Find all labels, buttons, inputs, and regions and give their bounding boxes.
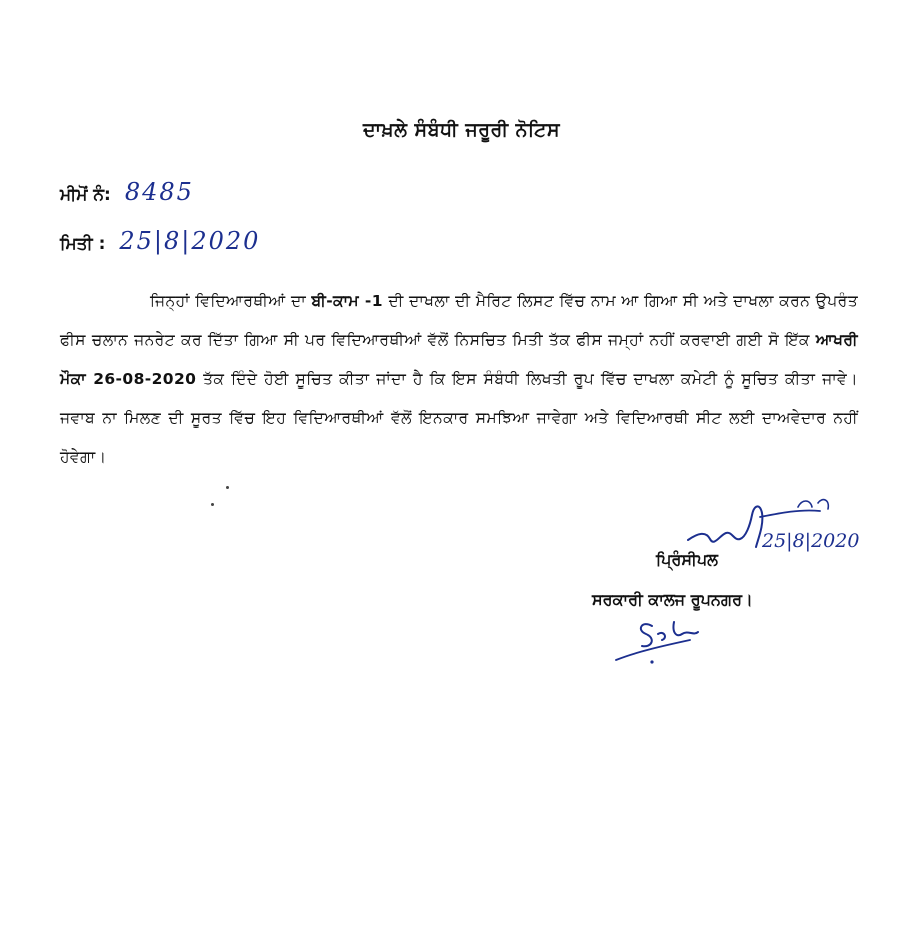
date-value: 25|8|2020 — [119, 227, 261, 255]
memo-row — [60, 178, 194, 206]
initial-signature — [612, 612, 712, 667]
deadline: ਆਖਰੀ ਮੌਕਾ 26-08-2020 — [60, 331, 858, 388]
signatory-organization: ਸਰਕਾਰੀ ਕਾਲਜ ਰੂਪਨਗਰ। — [592, 590, 753, 609]
body-part-2: ਦੀ ਦਾਖਲਾ ਦੀ ਮੈਰਿਟ ਲਿਸਟ ਵਿੱਚ ਨਾਮ ਆ ਗਿਆ ਸੀ ਅਤੇ ਦਾਖਲਾ ਕਰਨ ਉਪਰੰਤ ਫੀਸ ਚਲਾਨ ਜਨਰੇਟ ਕਰ ਦਿੱਤਾ ਗਿਆ ਸੀ ਪਰ ਵਿਦਿਆਰਥੀਆਂ ਵੱਲੋਂ ਨਿਸਚਿਤ ਮਿਤੀ ਤੱਕ ਫੀਸ ਜਮ੍ਹਾਂ ਨਹੀਂ ਕਰਵਾਈ ਗਈ ਸੋ ਇੱਕ — [60, 292, 859, 349]
date-label: ਮਿਤੀ : — [60, 234, 106, 254]
notice-body — [60, 282, 858, 477]
stray-mark — [211, 503, 214, 506]
body-part-1: ਜਿਨ੍ਹਾਂ ਵਿਦਿਆਰਥੀਆਂ ਦਾ — [150, 292, 312, 310]
memo-label: ਮੀਮੋਂ ਨੰ: — [60, 185, 111, 205]
signatory-title: ਪ੍ਰਿੰਸੀਪਲ — [656, 550, 719, 569]
memo-number: 8485 — [124, 178, 194, 206]
body-part-3: ਤੱਕ ਦਿੰਦੇ ਹੋਈ ਸੂਚਿਤ ਕੀਤਾ ਜਾਂਦਾ ਹੈ ਕਿ ਇਸ ਸੰਬੰਧੀ ਲਿਖਤੀ ਰੂਪ ਵਿੱਚ ਦਾਖਲਾ ਕਮੇਟੀ ਨੂੰ ਸੂਚਿਤ ਕੀਤਾ ਜਾਵੇ। ਜਵਾਬ ਨਾ ਮਿਲਣ ਦੀ ਸੂਰਤ ਵਿੱਚ ਇਹ ਵਿਦਿਆਰਥੀਆਂ ਵੱਲੋਂ ਇਨਕਾਰ ਸਮਝਿਆ ਜਾਵੇਗਾ ਅਤੇ ਵਿਦਿਆਰਥੀ ਸੀਟ ਲਈ ਦਾਅਵੇਦਾਰ ਨਹੀਂ ਹੋਵੇਗਾ। — [60, 370, 858, 466]
signature-date: 25|8|2020 — [762, 530, 860, 552]
stray-mark — [226, 486, 229, 489]
course-name: ਬੀ-ਕਾਮ -1 — [311, 292, 383, 310]
date-row — [60, 227, 260, 255]
notice-title: ਦਾਖ਼ਲੇ ਸੰਬੰਧੀ ਜਰੂਰੀ ਨੋਟਿਸ — [363, 119, 560, 141]
